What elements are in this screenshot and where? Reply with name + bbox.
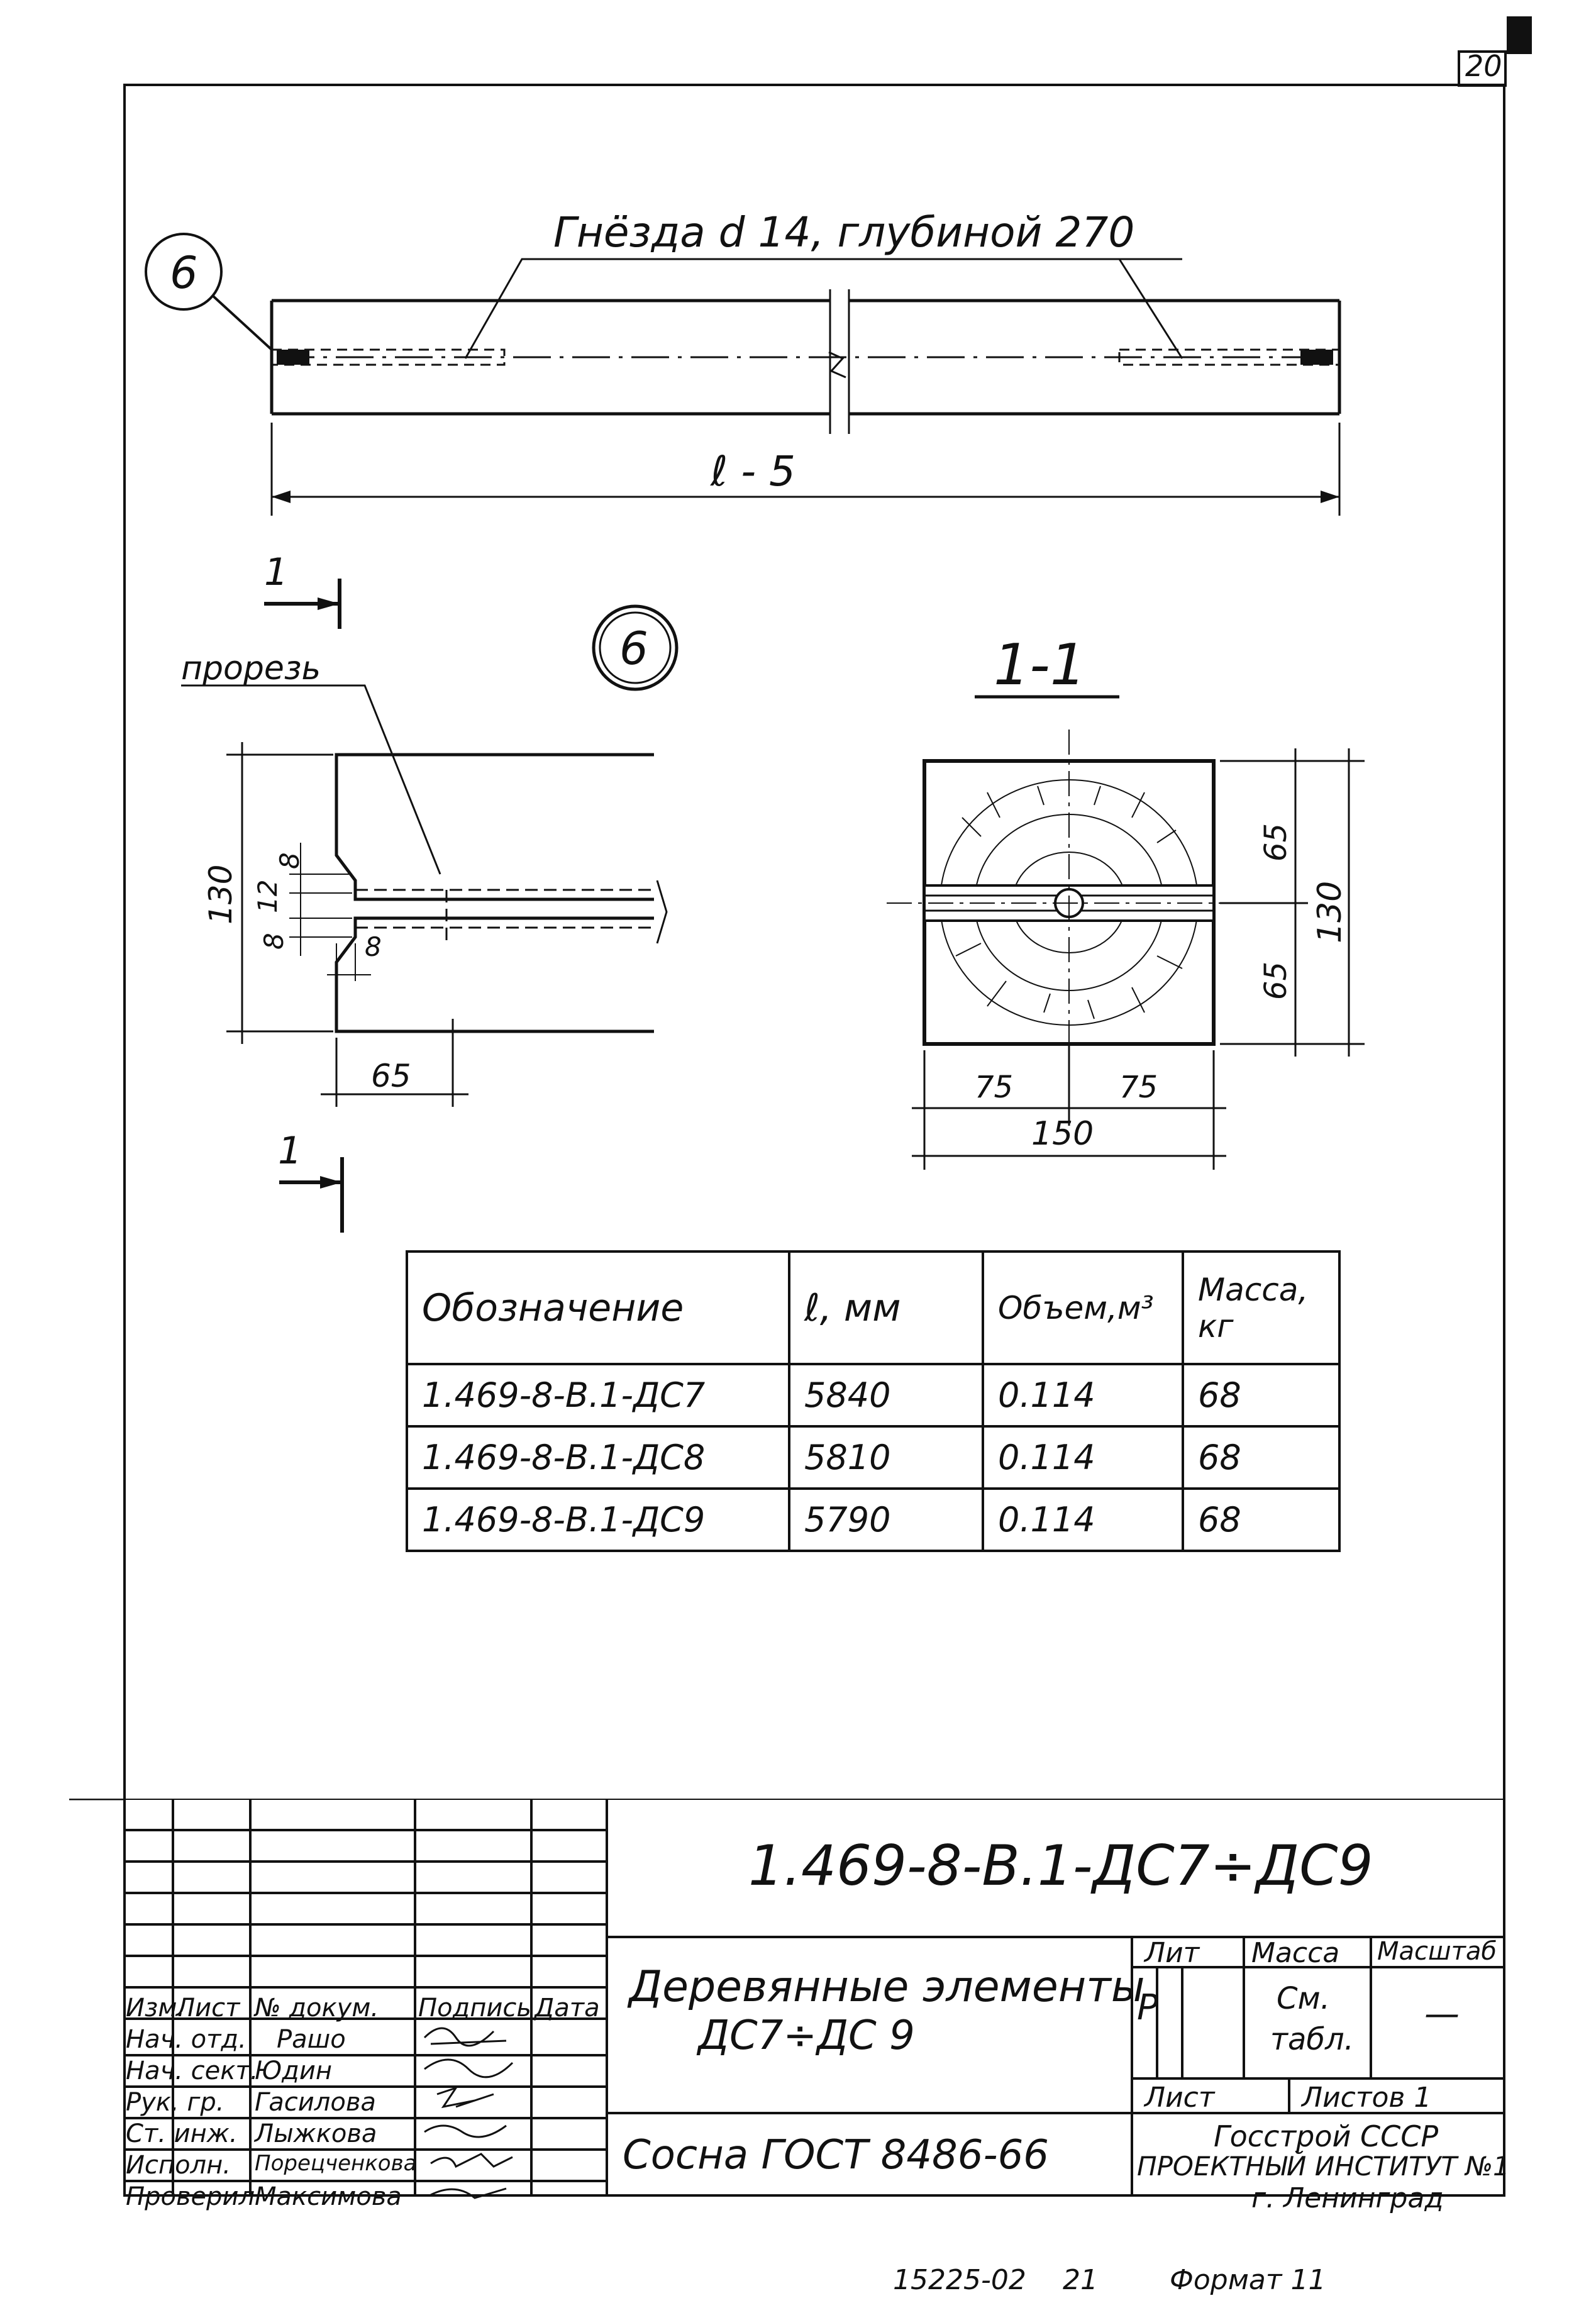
- dim-150: 150: [1031, 1115, 1094, 1153]
- col-header-sign: Подпись: [418, 1994, 531, 2023]
- col-mass: Масса, кг: [1183, 1251, 1339, 1364]
- spec-table: [406, 1250, 1341, 1552]
- footer-code: 15225-02: [893, 2264, 1026, 2296]
- dim-12: 12: [252, 879, 283, 913]
- footer-format: Формат 11: [1170, 2264, 1326, 2296]
- org-line-2: ПРОЕКТНЫЙ ИНСТИТУТ №1: [1137, 2151, 1510, 2182]
- lit-label: Лит: [1144, 1937, 1200, 1969]
- cell-volume: 0.114: [983, 1489, 1183, 1551]
- section-1-1-drawing: [880, 629, 1415, 1207]
- page-number: 20: [1465, 49, 1502, 83]
- note-leader: [465, 259, 1182, 358]
- dim-130-section: 130: [1311, 880, 1349, 943]
- person-1: Рашо: [277, 2025, 346, 2054]
- socket-left-slot: [277, 350, 309, 365]
- dim-65-depth: 65: [371, 1058, 411, 1094]
- mass-value-2: табл.: [1270, 2022, 1354, 2057]
- break-line: [829, 289, 849, 434]
- slot-label: прорезь: [181, 650, 321, 687]
- dim-65-bottom: 65: [1258, 961, 1294, 1000]
- lit-value: Р: [1137, 1987, 1158, 2028]
- mass-value-1: См.: [1277, 1981, 1330, 2016]
- dim-65-top: 65: [1258, 823, 1294, 862]
- title-designation: 1.469-8-В.1-ДС7÷ДС9: [748, 1833, 1373, 1898]
- scale-label: Масштаб: [1377, 1937, 1497, 1966]
- col-length: ℓ, мм: [789, 1251, 983, 1364]
- person-6: Максимова: [255, 2182, 402, 2211]
- cell-designation: 1.469-8-В.1-ДС8: [407, 1426, 789, 1489]
- callout-6-text: 6: [170, 247, 198, 299]
- role-5: Исполн.: [126, 2151, 231, 2180]
- sheet-label: Лист: [1144, 2082, 1215, 2114]
- role-1: Нач. отд.: [126, 2025, 247, 2054]
- beam-elevation-drawing: [0, 0, 1596, 566]
- role-4: Ст. инж.: [126, 2119, 238, 2148]
- scale-value: —: [1424, 1994, 1460, 2034]
- note-text: Гнёзда d 14, глубиной 270: [553, 208, 1135, 257]
- detail-outline: [336, 755, 654, 1031]
- dim-75-left: 75: [975, 1070, 1014, 1105]
- person-5: Порецченкова: [255, 2151, 417, 2176]
- table-row: [407, 1364, 1339, 1426]
- org-line-1: Госстрой СССР: [1214, 2119, 1439, 2153]
- person-4: Лыжкова: [255, 2119, 377, 2148]
- cell-designation: 1.469-8-В.1-ДС9: [407, 1489, 789, 1551]
- title-material: Сосна ГОСТ 8486-66: [623, 2132, 1049, 2178]
- col-header-list: Лист: [176, 1994, 240, 2023]
- role-2: Нач. сект.: [126, 2056, 258, 2085]
- person-3: Гасилова: [255, 2088, 376, 2117]
- cell-length: 5810: [789, 1426, 983, 1489]
- spec-header-row: [407, 1251, 1339, 1364]
- cell-mass: 68: [1183, 1426, 1339, 1489]
- footer-num: 21: [1063, 2264, 1098, 2296]
- length-dimension: [272, 423, 1339, 516]
- length-label: ℓ - 5: [711, 447, 796, 496]
- org-line-3: г. Ленинград: [1251, 2182, 1444, 2214]
- section-mark-bottom: 1: [278, 1129, 302, 1173]
- cell-designation: 1.469-8-В.1-ДС7: [407, 1364, 789, 1426]
- table-row: [407, 1426, 1339, 1489]
- col-header-izm: Изм.: [126, 1994, 186, 2023]
- detail-callout-text: 6: [619, 622, 648, 675]
- cell-mass: 68: [1183, 1364, 1339, 1426]
- sheets-label: Листов 1: [1302, 2082, 1432, 2114]
- dim-130: 130: [202, 864, 239, 924]
- table-row: [407, 1489, 1339, 1551]
- title-name-line2: ДС7÷ДС 9: [698, 2012, 915, 2059]
- cell-length: 5790: [789, 1489, 983, 1551]
- col-header-date: Дата: [535, 1994, 600, 2023]
- detail-6-drawing: [0, 541, 723, 1245]
- cell-length: 5840: [789, 1364, 983, 1426]
- dim-8b: 8: [258, 933, 289, 950]
- dim-8c: 8: [365, 931, 382, 962]
- mass-label: Масса: [1251, 1937, 1340, 1969]
- col-designation: Обозначение: [407, 1251, 789, 1364]
- role-6: Проверил: [126, 2182, 255, 2211]
- dim-8a: 8: [274, 852, 305, 869]
- section-title: 1-1: [994, 632, 1086, 698]
- section-mark-top: 1: [264, 550, 289, 594]
- cell-mass: 68: [1183, 1489, 1339, 1551]
- socket-right-slot: [1300, 350, 1333, 365]
- person-2: Юдин: [255, 2056, 332, 2085]
- title-name-line1: Деревянные элементы: [629, 1962, 1145, 2012]
- cell-volume: 0.114: [983, 1364, 1183, 1426]
- cell-volume: 0.114: [983, 1426, 1183, 1489]
- role-3: Рук. гр.: [126, 2088, 224, 2117]
- col-header-doc: № докум.: [255, 1994, 379, 2023]
- signatures: [418, 2019, 531, 2207]
- col-volume: Объем,м³: [983, 1251, 1183, 1364]
- dim-75-right: 75: [1119, 1070, 1158, 1105]
